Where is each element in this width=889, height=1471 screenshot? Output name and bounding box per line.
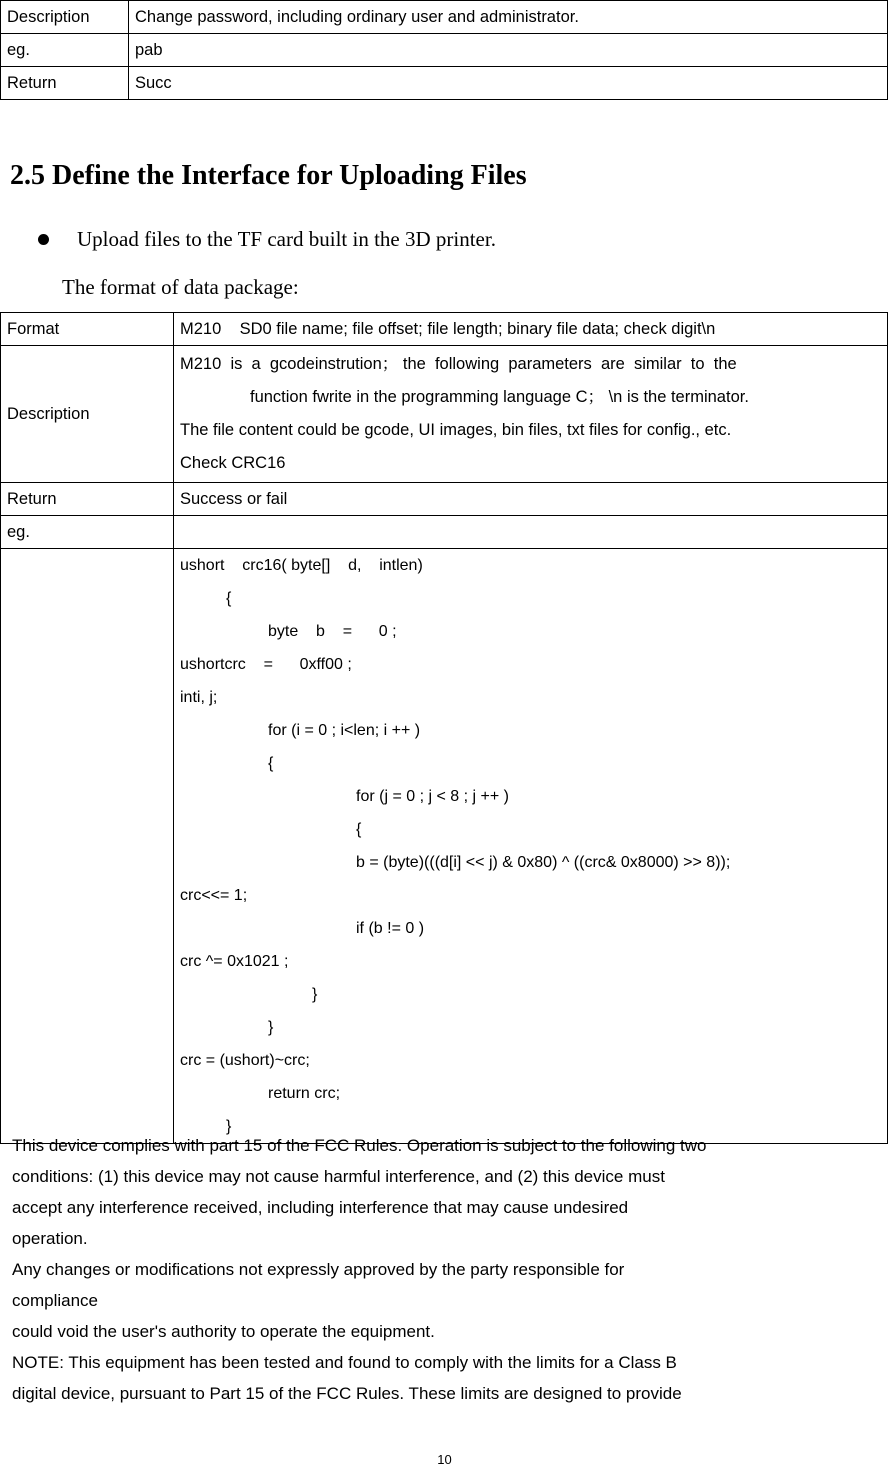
table-row xyxy=(1,346,888,483)
code-line: } xyxy=(268,1019,274,1036)
code-line: { xyxy=(226,590,232,607)
description-line: Check CRC16 xyxy=(180,454,286,472)
bullet-dot-icon xyxy=(38,234,49,245)
code-line: { xyxy=(268,755,274,772)
fcc-line: digital device, pursuant to Part 15 of the FCC Rules. These limits are designed to provide xyxy=(12,1384,682,1403)
eg-label: eg. xyxy=(1,516,174,549)
fcc-line: compliance xyxy=(12,1291,98,1310)
return-value: Success or fail xyxy=(174,483,888,516)
fcc-line: operation. xyxy=(12,1229,88,1248)
table-row xyxy=(1,549,888,1144)
fcc-line: NOTE: This equipment has been tested and found to comply with the limits for a Class B xyxy=(12,1353,677,1372)
code-line: } xyxy=(226,1118,232,1135)
fcc-line: This device complies with part 15 of the FCC Rules. Operation is subject to the following two xyxy=(12,1136,707,1155)
code-line: ushortcrc = 0xff00 ; xyxy=(180,656,352,673)
table-row xyxy=(1,1,888,34)
code-line: crc ^= 0x1021 ; xyxy=(180,953,289,970)
format-value: M210 SD0 file name; file offset; file length; binary file data; check digit\n xyxy=(174,313,888,346)
section-title: 2.5 Define the Interface for Uploading Files xyxy=(10,160,527,191)
code-line: for (i = 0 ; i<len; i ++ ) xyxy=(268,722,421,739)
bullet-item xyxy=(38,222,496,256)
code-line: b = (byte)(((d[i] << j) & 0x80) ^ ((crc& 0x8000) >> 8)); xyxy=(356,854,731,871)
return-label: Return xyxy=(1,483,174,516)
page-number: 10 xyxy=(437,1452,452,1467)
fcc-statement xyxy=(12,1130,882,1409)
code-label-empty xyxy=(1,549,174,1144)
code-line: crc = (ushort)~crc; xyxy=(180,1052,310,1069)
row-label: Description xyxy=(1,1,129,34)
password-table xyxy=(0,0,888,100)
code-line: byte b = 0 ; xyxy=(268,623,397,640)
row-value: Change password, including ordinary user and administrator. xyxy=(129,1,888,34)
fcc-line: conditions: (1) this device may not cause harmful interference, and (2) this device must xyxy=(12,1167,665,1186)
format-intro: The format of data package: xyxy=(62,275,299,299)
row-label: Return xyxy=(1,67,129,100)
code-line: if (b != 0 ) xyxy=(356,920,425,937)
bullet-text: Upload files to the TF card built in the 3D printer. xyxy=(77,227,496,251)
row-label: eg. xyxy=(1,34,129,67)
description-line: M210 is a gcodeinstrution； the following parameters are similar to the xyxy=(180,355,737,373)
code-line: { xyxy=(356,821,362,838)
row-value: pab xyxy=(129,34,888,67)
code-line: inti, j; xyxy=(180,689,218,706)
code-line: ushort crc16( byte[] d, intlen) xyxy=(180,557,423,574)
table-row xyxy=(1,34,888,67)
table-row xyxy=(1,483,888,516)
code-line: } xyxy=(312,986,318,1003)
format-table xyxy=(0,312,888,1144)
code-block xyxy=(174,549,888,1144)
description-label: Description xyxy=(1,346,174,483)
description-line: function fwrite in the programming language C； \n is the terminator. xyxy=(250,388,749,406)
code-line: for (j = 0 ; j < 8 ; j ++ ) xyxy=(356,788,509,805)
fcc-line: could void the user's authority to operate the equipment. xyxy=(12,1322,435,1341)
format-label: Format xyxy=(1,313,174,346)
code-line: return crc; xyxy=(268,1085,341,1102)
table-row xyxy=(1,516,888,549)
fcc-line: accept any interference received, including interference that may cause undesired xyxy=(12,1198,629,1217)
fcc-line: Any changes or modifications not expressly approved by the party responsible for xyxy=(12,1260,625,1279)
description-value xyxy=(174,346,888,483)
table-row xyxy=(1,313,888,346)
description-line: The file content could be gcode, UI images, bin files, txt files for config., etc. xyxy=(180,421,732,439)
eg-value xyxy=(174,516,888,549)
code-line: crc<<= 1; xyxy=(180,887,248,904)
row-value: Succ xyxy=(129,67,888,100)
table-row xyxy=(1,67,888,100)
